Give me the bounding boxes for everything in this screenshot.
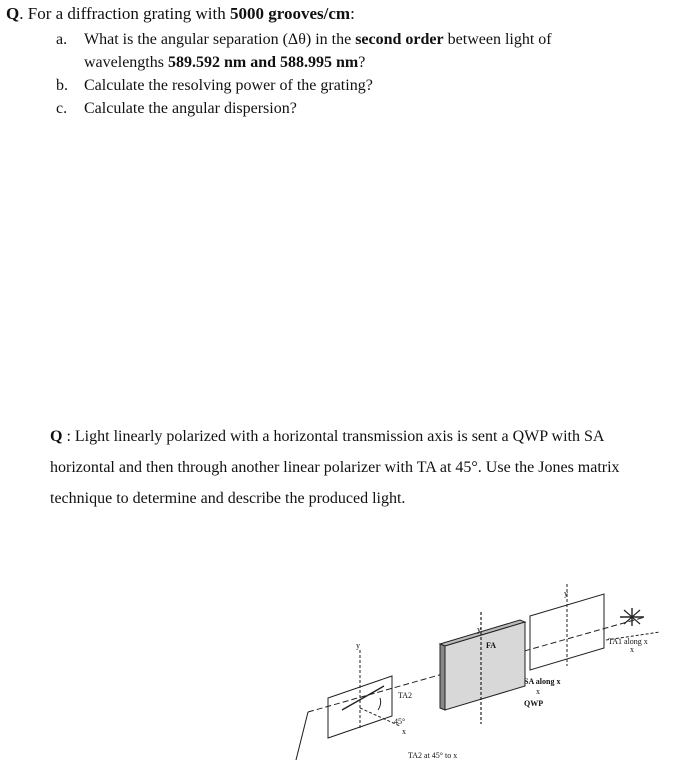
question-1-prefix: Q — [6, 4, 20, 23]
question-2-prefix: Q — [50, 428, 63, 445]
part-a-bold-2: 589.592 nm and 588.995 nm — [167, 54, 359, 71]
qwp-side — [440, 644, 445, 710]
part-b-text: Calculate the resolving power of the grating? — [84, 77, 373, 94]
polarizer-diagram — [0, 560, 689, 764]
question-1-lead: . For a diffraction grating with — [19, 4, 230, 23]
grating-spec: 5000 grooves/cm — [229, 4, 351, 23]
label-angle: 45° — [394, 717, 406, 726]
label-ta2: TA2 — [398, 691, 413, 700]
part-a — [6, 28, 676, 74]
label-x-left: x — [402, 727, 406, 736]
part-c-label: c. — [56, 100, 68, 117]
label-qwp: QWP — [524, 699, 544, 708]
heading-colon: : — [350, 4, 355, 23]
label-x-right: x — [630, 645, 634, 654]
incoming-ray — [296, 712, 308, 760]
label-fa: FA — [486, 641, 497, 650]
question-2-line-2: horizontal and then through another linear polarizer with TA at 45°. Use the Jones matrix — [50, 459, 620, 476]
part-b-label: b. — [56, 77, 68, 94]
label-y-left: y — [356, 641, 360, 650]
part-a-text-2: between light of — [443, 31, 552, 48]
label-ta2-at-45: TA2 at 45° to x — [408, 751, 458, 760]
part-b — [6, 74, 676, 97]
part-a-text-1: What is the angular separation (Δθ) in the — [84, 31, 356, 48]
qwp-face — [445, 622, 525, 710]
angle-arc — [378, 698, 381, 710]
part-c — [6, 97, 676, 120]
label-y-right: y — [564, 589, 568, 598]
question-1-parts — [6, 28, 676, 120]
part-c-text: Calculate the angular dispersion? — [84, 100, 297, 117]
question-2-line-3: technique to determine and describe the produced light. — [50, 490, 406, 507]
question-1-heading — [6, 2, 676, 26]
part-a-text-4: ? — [358, 54, 366, 71]
part-a-text-3: wavelengths — [84, 54, 168, 71]
label-ta1: TA1 along x — [608, 637, 648, 646]
label-x-qwp: x — [536, 687, 540, 696]
part-a-label: a. — [56, 31, 68, 48]
question-1 — [6, 2, 676, 120]
question-2 — [50, 421, 686, 514]
part-a-bold-1: second order — [355, 31, 444, 48]
question-2-line-1: : Light linearly polarized with a horizontal transmission axis is sent a QWP with SA — [62, 428, 605, 445]
polarizer-diagram-svg — [0, 560, 689, 764]
polarizer-2-ta-line — [342, 686, 384, 710]
label-y-qwp: y — [477, 625, 481, 634]
label-sa: SA along x — [524, 677, 561, 686]
